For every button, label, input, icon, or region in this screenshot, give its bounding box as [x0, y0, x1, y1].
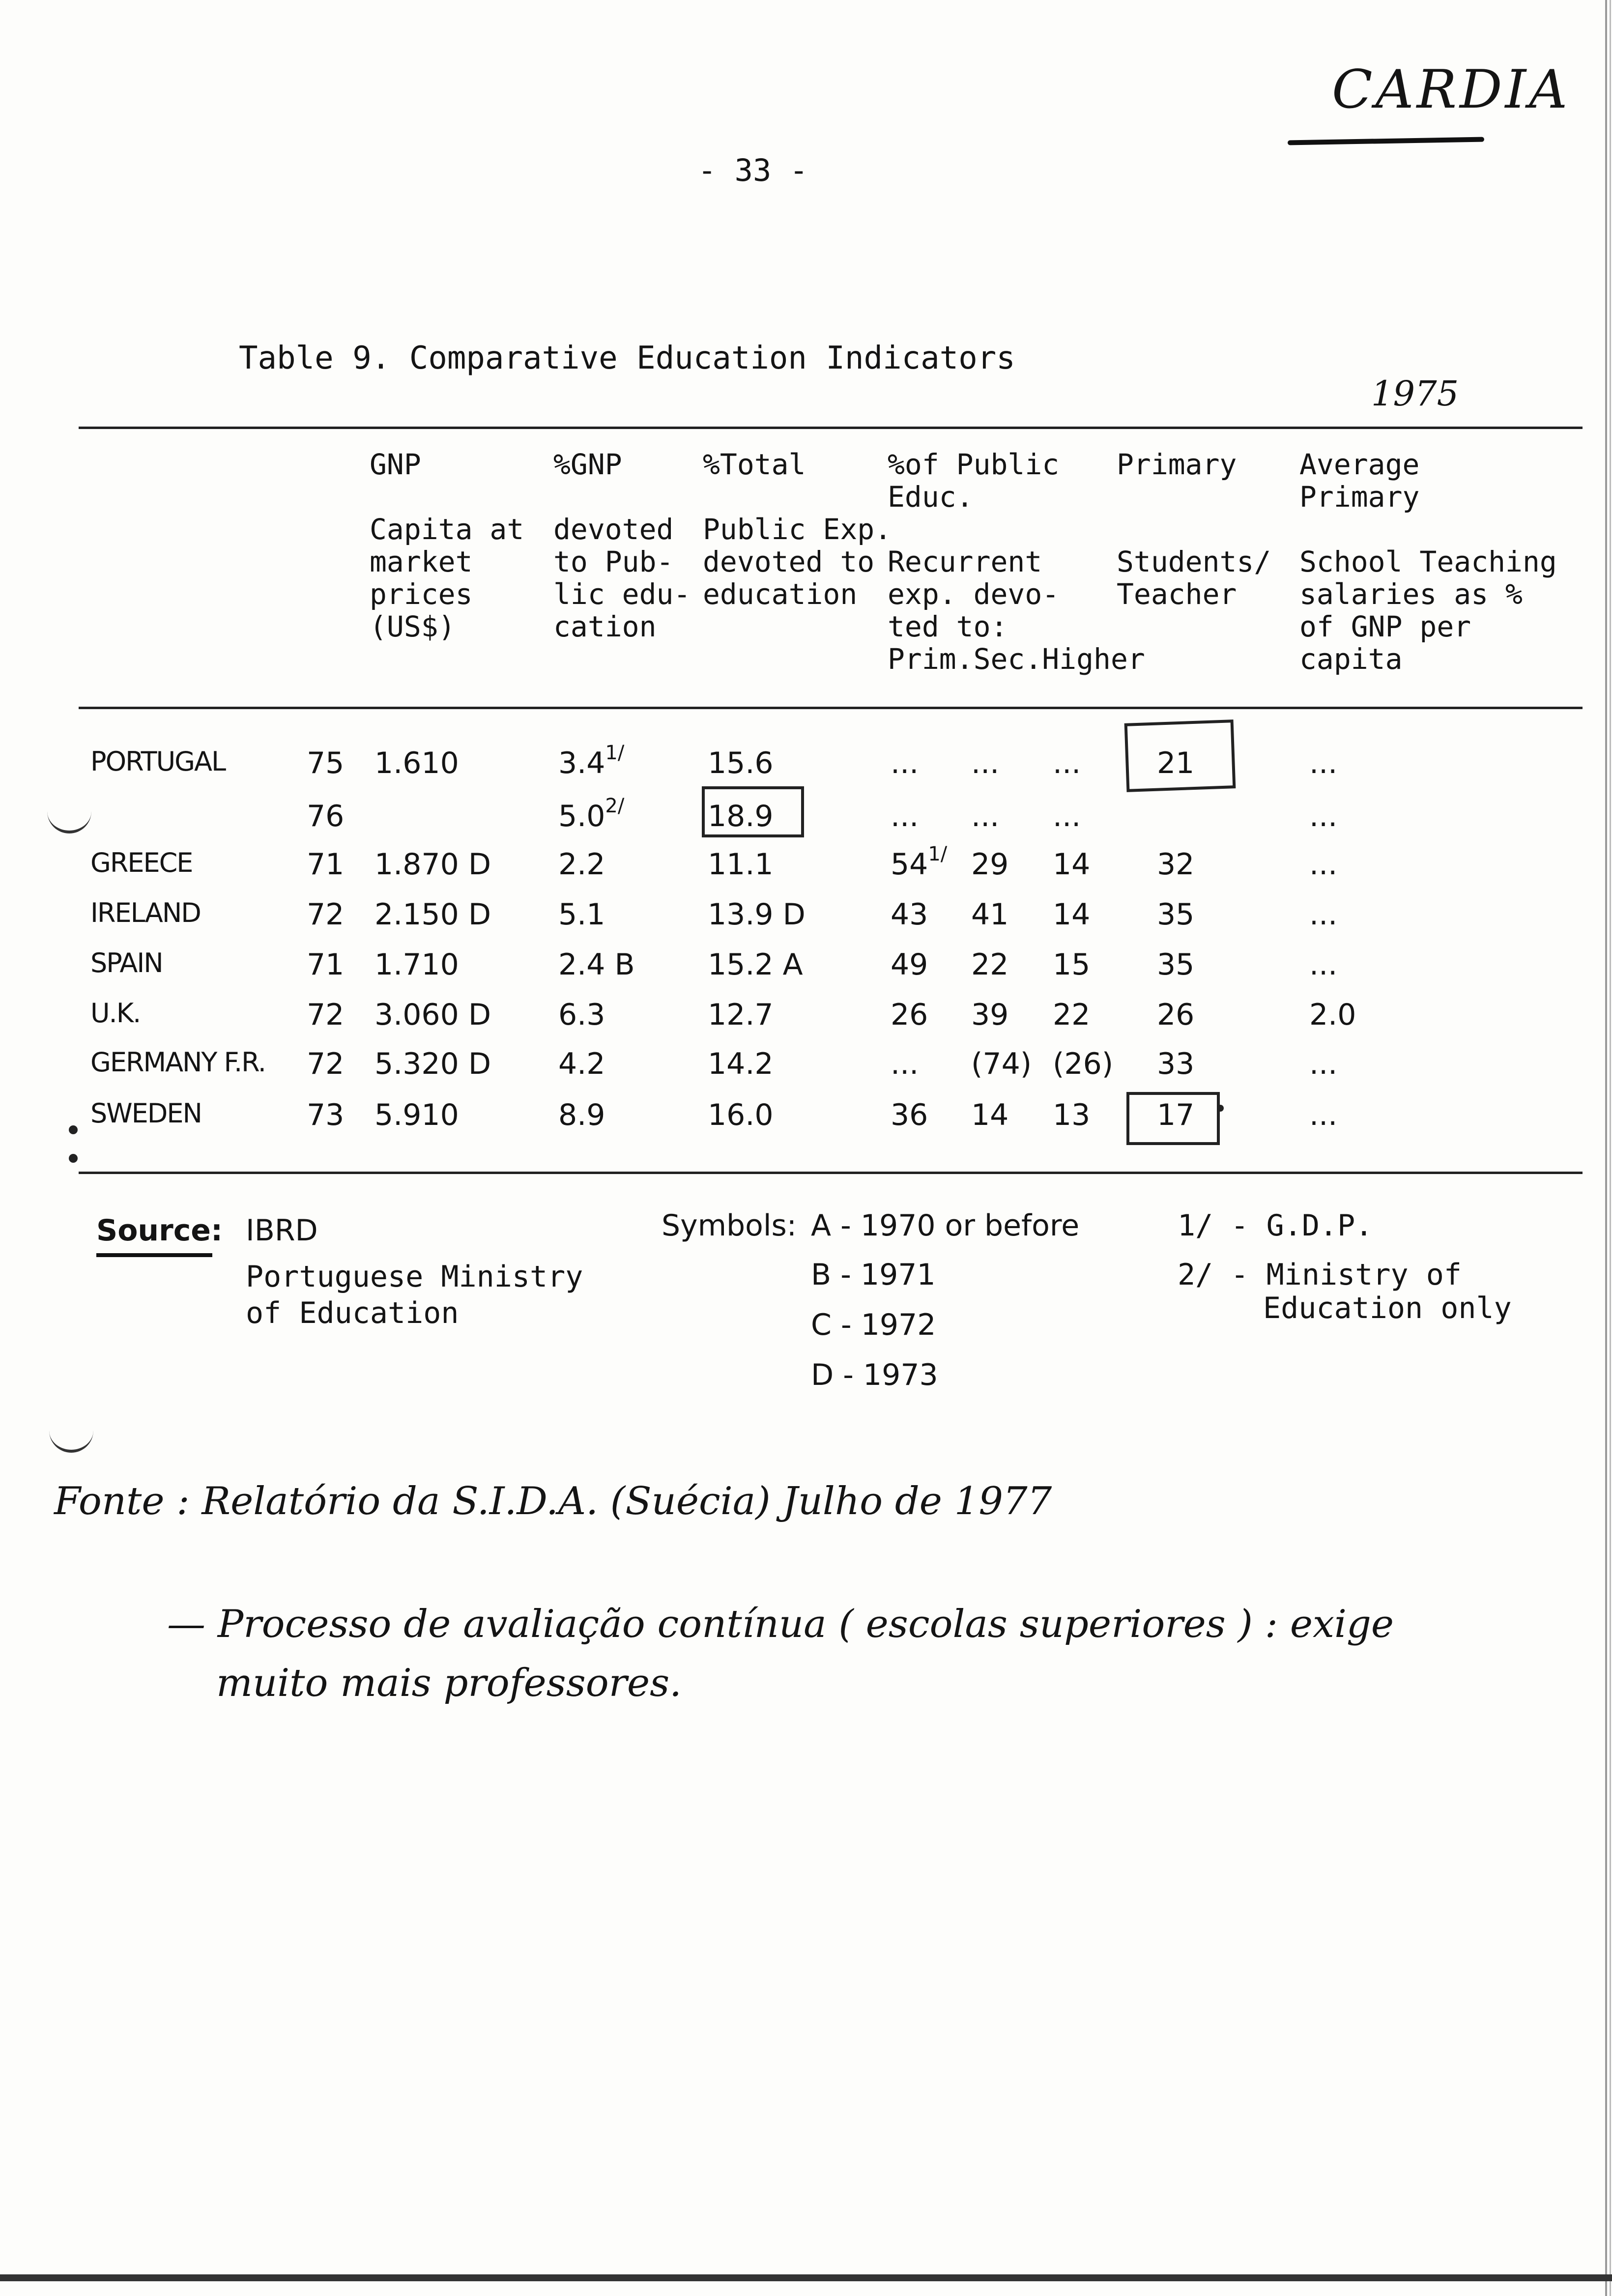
- symbols-label: Symbols:: [662, 1208, 797, 1243]
- cell-pct-gnp: $3.4^{1/}$: [558, 742, 625, 780]
- cell-higher: 14: [1053, 897, 1091, 932]
- cell-gnp: 1.710: [374, 947, 459, 982]
- page-edge-line: [1605, 0, 1607, 2296]
- symbol-b: B - 1971: [811, 1258, 936, 1292]
- header-primary: Primary Students/ Teacher: [1117, 448, 1271, 611]
- note-ministry: 2/ - Ministry of: [1178, 1258, 1462, 1292]
- cell-higher: ...: [1053, 799, 1081, 833]
- symbol-c: C - 1972: [811, 1308, 936, 1342]
- handwritten-comment-line2: muito mais professores.: [216, 1661, 682, 1705]
- handwritten-box-sweden-students: [1126, 1092, 1220, 1145]
- cell-pct-total: 16.0: [708, 1098, 774, 1132]
- source-label: Source:: [96, 1213, 223, 1248]
- cell-sec: 14: [971, 1098, 1009, 1132]
- source-underline: [96, 1253, 212, 1257]
- table-top-rule: [79, 427, 1583, 429]
- margin-mark: [47, 806, 91, 833]
- cell-students: 32: [1157, 847, 1195, 882]
- margin-mark: [49, 1425, 93, 1453]
- cell-gnp: 5.320 D: [374, 1047, 491, 1081]
- cell-sec: 41: [971, 897, 1009, 932]
- cell-students: 35: [1157, 897, 1195, 932]
- footnote-marker: 1/: [605, 742, 625, 764]
- handwritten-box-portugal-total: [702, 786, 804, 837]
- source-line3: of Education: [246, 1296, 459, 1330]
- symbol-a: A - 1970 or before: [811, 1208, 1080, 1243]
- cell-students: 35: [1157, 947, 1195, 982]
- note-gdp: 1/ - G.D.P.: [1178, 1208, 1373, 1243]
- cell-year: 72: [307, 998, 345, 1032]
- cell-salaries: ...: [1309, 1047, 1338, 1081]
- cell-year: 72: [307, 1047, 345, 1081]
- cell-pct-total: 13.9 D: [708, 897, 806, 932]
- handwritten-source-note: Fonte : Relatório da S.I.D.A. (Suécia) Julho de 1977: [54, 1479, 1052, 1523]
- margin-dot: [69, 1154, 78, 1163]
- cell-pct-gnp: 6.3: [558, 998, 605, 1032]
- cell-year: 76: [307, 799, 345, 833]
- cell-country: SWEDEN: [90, 1098, 202, 1129]
- note-ministry-cont: Education only: [1263, 1291, 1512, 1325]
- cell-gnp: 1.870 D: [374, 847, 491, 882]
- handwritten-box-portugal-students: [1124, 719, 1236, 792]
- cell-prim: 26: [891, 998, 928, 1032]
- cell-sec: 29: [971, 847, 1009, 882]
- cell-country: GERMANY F.R.: [90, 1047, 265, 1078]
- cell-sec: ...: [971, 746, 1000, 780]
- cell-salaries: 2.0: [1309, 998, 1356, 1032]
- cell-higher: 22: [1053, 998, 1091, 1032]
- cell-year: 72: [307, 897, 345, 932]
- footnote-marker: 2/: [605, 795, 625, 817]
- cell-pct-gnp: $5.0^{2/}$: [558, 795, 625, 833]
- cell-salaries: ...: [1309, 799, 1338, 833]
- cell-country: GREECE: [90, 847, 193, 878]
- cell-pct-gnp: 8.9: [558, 1098, 605, 1132]
- cell-pct-total: 15.2 A: [708, 947, 803, 982]
- cell-gnp: 5.910: [374, 1098, 459, 1132]
- cell-year: 73: [307, 1098, 345, 1132]
- header-pct-total: %Total Public Exp. devoted to education: [703, 448, 892, 611]
- symbol-d: D - 1973: [811, 1358, 938, 1392]
- handwritten-year: 1975: [1371, 373, 1459, 414]
- cell-country: PORTUGAL: [90, 746, 226, 777]
- cell-pct-gnp: 5.1: [558, 897, 605, 932]
- cell-higher: (26): [1053, 1047, 1114, 1081]
- cell-pct-total: 15.6: [708, 746, 774, 780]
- cell-gnp: 2.150 D: [374, 897, 491, 932]
- ink-dot: [1217, 1105, 1224, 1112]
- cell-pct-gnp: 2.2: [558, 847, 605, 882]
- cell-higher: ...: [1053, 746, 1081, 780]
- cell-gnp: 3.060 D: [374, 998, 491, 1032]
- cell-country: IRELAND: [90, 897, 201, 928]
- margin-dot: [69, 1125, 78, 1134]
- cell-country: U.K.: [90, 998, 141, 1029]
- cell-year: 75: [307, 746, 345, 780]
- source-line1: IBRD: [246, 1213, 318, 1248]
- cell-pct-gnp: 2.4 B: [558, 947, 635, 982]
- cell-salaries: ...: [1309, 897, 1338, 932]
- cell-sec: 39: [971, 998, 1009, 1032]
- cell-pct-gnp: 4.2: [558, 1047, 605, 1081]
- table-bottom-rule: [79, 1172, 1583, 1174]
- footnote-marker: 1/: [928, 843, 948, 865]
- header-pct-gnp: %GNP devoted to Pub- lic edu- cation: [553, 448, 691, 643]
- cell-prim: 43: [891, 897, 928, 932]
- cell-salaries: ...: [1309, 746, 1338, 780]
- cell-pct-total: 14.2: [708, 1047, 774, 1081]
- cell-higher: 14: [1053, 847, 1091, 882]
- page-bottom-edge: [0, 2274, 1612, 2281]
- header-gnp: GNP Capita at market prices (US$): [370, 448, 524, 643]
- cell-salaries: ...: [1309, 947, 1338, 982]
- cell-prim: ...: [891, 746, 919, 780]
- handwritten-underline: [1288, 137, 1484, 145]
- cell-gnp: 1.610: [374, 746, 459, 780]
- cell-sec: (74): [971, 1047, 1032, 1081]
- table-title: Table 9. Comparative Education Indicators: [239, 340, 1015, 376]
- cell-students: 26: [1157, 998, 1195, 1032]
- header-pct-public: %of Public Educ. Recurrent exp. devo- ted to: Prim.Sec.Higher: [888, 448, 1145, 676]
- header-average: Average Primary School Teaching salaries as % of GNP per capita: [1299, 448, 1557, 676]
- cell-pct-total: 12.7: [708, 998, 774, 1032]
- cell-sec: ...: [971, 799, 1000, 833]
- cell-sec: 22: [971, 947, 1009, 982]
- cell-students: 21: [1157, 746, 1195, 780]
- cell-country: SPAIN: [90, 947, 163, 978]
- cell-salaries: ...: [1309, 847, 1338, 882]
- cell-prim: ...: [891, 799, 919, 833]
- handwritten-header: CARDIA: [1332, 59, 1571, 120]
- cell-year: 71: [307, 947, 345, 982]
- header-bottom-rule: [79, 707, 1583, 709]
- cell-students: 33: [1157, 1047, 1195, 1081]
- cell-salaries: ...: [1309, 1098, 1338, 1132]
- handwritten-comment-line1: — Processo de avaliação contínua ( escolas superiores ) : exige: [167, 1602, 1394, 1646]
- page-number: - 33 -: [698, 152, 808, 188]
- cell-higher: 13: [1053, 1098, 1091, 1132]
- cell-prim: ...: [891, 1047, 919, 1081]
- cell-year: 71: [307, 847, 345, 882]
- cell-prim: 49: [891, 947, 928, 982]
- cell-pct-total: 11.1: [708, 847, 774, 882]
- cell-prim: 36: [891, 1098, 928, 1132]
- cell-pct-total: 18.9: [708, 799, 774, 833]
- cell-prim: $54^{1/}$: [891, 843, 948, 882]
- cell-students: 17: [1157, 1098, 1195, 1132]
- cell-higher: 15: [1053, 947, 1091, 982]
- page-edge-line: [1610, 0, 1611, 2296]
- source-line2: Portuguese Ministry: [246, 1260, 583, 1294]
